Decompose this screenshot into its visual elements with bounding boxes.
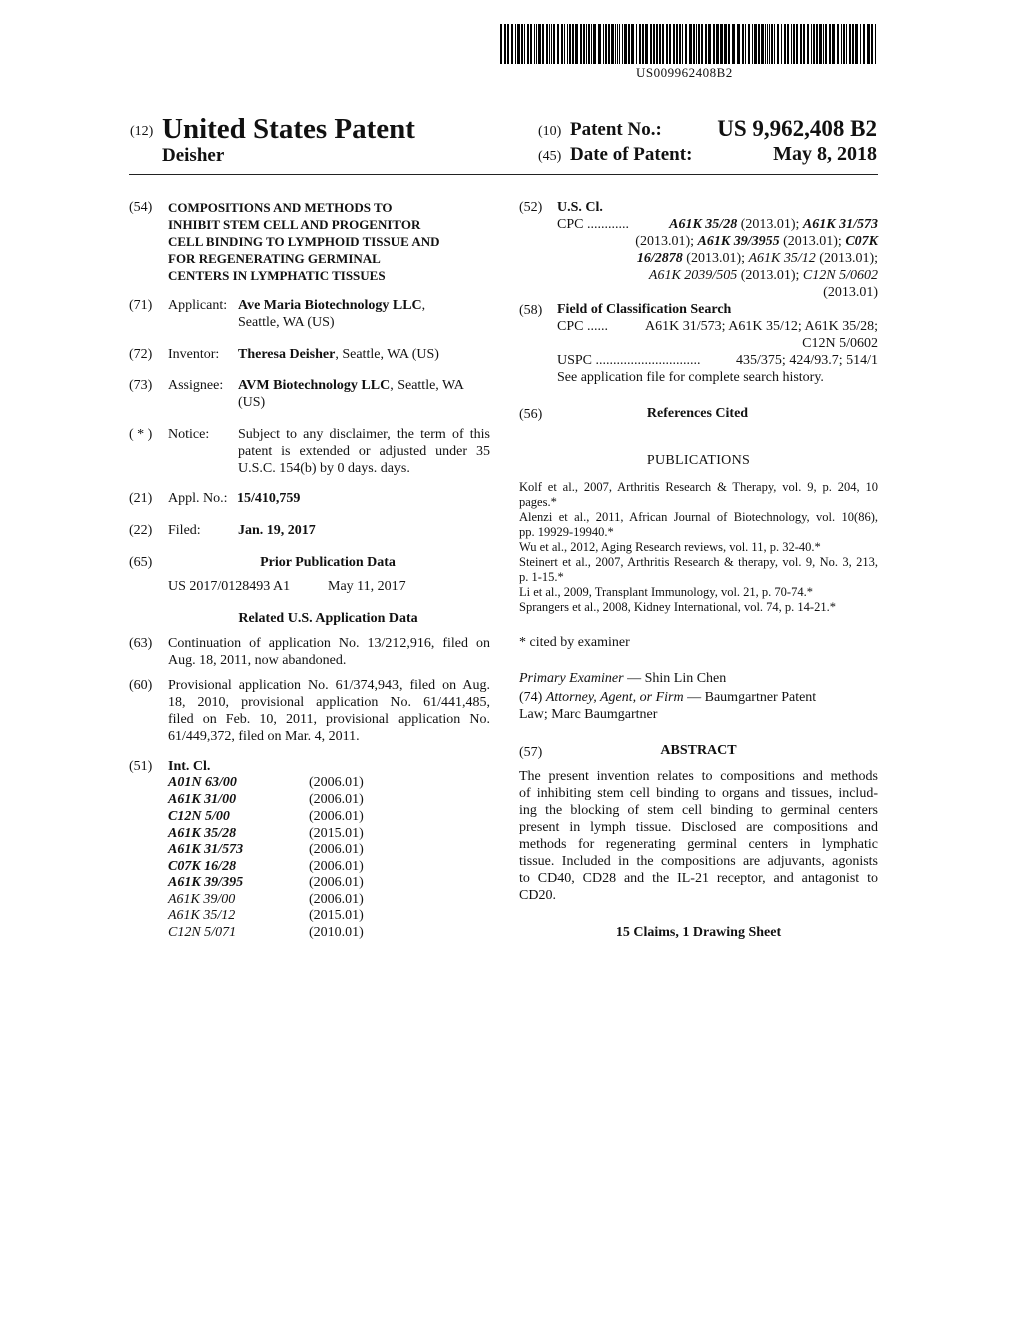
abstract-line: The present invention relates to compositions and methods <box>519 769 878 784</box>
barcode-bar <box>517 24 520 64</box>
date-label: Date of Patent: <box>570 144 693 165</box>
barcode-bar <box>557 24 559 64</box>
barcode-bar <box>745 24 746 64</box>
field-cpc-codes-2: C12N 5/0602 <box>802 336 878 351</box>
inventor-short: Deisher <box>162 145 225 166</box>
prov-code: (60) <box>129 678 153 693</box>
applicant-value <box>238 297 425 331</box>
barcode-bar <box>642 24 644 64</box>
barcode-bar <box>761 24 764 64</box>
barcode-bar <box>553 24 555 64</box>
continuation-text <box>168 635 490 669</box>
filed-code: (22) <box>129 523 153 538</box>
barcode-bar <box>728 24 730 64</box>
cpc-date: (2013.01); <box>819 251 878 266</box>
barcode-bar <box>504 24 506 64</box>
cpc-line-4 <box>557 267 878 284</box>
notice-line: patent is extended or adjusted under 35 <box>238 444 490 459</box>
prior-pub-number: US 2017/0128493 A1 <box>168 579 291 594</box>
assignee-code: (73) <box>129 378 153 393</box>
barcode <box>500 24 878 64</box>
intcl-code-value: A61K 35/28 <box>168 826 237 841</box>
attorney-name-2: Law; Marc Baumgartner <box>519 707 658 722</box>
patent-number: US 9,962,408 B2 <box>717 116 877 141</box>
cpc-code: A61K 2039/505 <box>648 268 738 283</box>
barcode-bar <box>645 24 648 64</box>
barcode-bar <box>693 24 695 64</box>
barcode-bar <box>849 24 851 64</box>
barcode-bar <box>784 24 786 64</box>
abstract-line: to CD40, CD28 and the IL-21 receptor, and antagonist to <box>519 871 878 886</box>
cpc-code: C12N 5/0602 <box>802 268 878 283</box>
barcode-bar <box>521 24 523 64</box>
provisional-text <box>168 677 490 745</box>
barcode-bar <box>819 24 822 64</box>
field-cpc-dots: ...... <box>586 319 608 334</box>
intcl-code-value: A61K 39/395 <box>168 875 244 890</box>
barcode-bar <box>586 24 587 64</box>
barcode-bar <box>567 24 568 64</box>
barcode-bar <box>752 24 753 64</box>
ref-line: Wu et al., 2012, Aging Research reviews, vol. 11, p. 32-40.* <box>519 540 821 554</box>
intcl-heading: Int. Cl. <box>168 759 211 774</box>
ref-line: Steinert et al., 2007, Arthritis Research & therapy, vol. 9, No. 3, 213, <box>519 555 878 569</box>
field-cpc-label: CPC <box>557 319 584 334</box>
barcode-bar <box>530 24 532 64</box>
abstract-line: present in lymph tissue. Disclosed are compositions and <box>519 820 878 835</box>
barcode-bar <box>659 24 661 64</box>
header-rule <box>129 174 878 175</box>
prov-line: 18, 2010, provisional application No. 61/441,485, <box>168 695 490 710</box>
barcode-bar <box>765 24 766 64</box>
barcode-bar <box>631 24 634 64</box>
intcl-row <box>168 791 408 808</box>
barcode-bar <box>871 24 873 64</box>
abstract-line: methods for regenerating germinal centers in lymphatic <box>519 837 878 852</box>
barcode-bar <box>832 24 835 64</box>
barcode-bar <box>580 24 582 64</box>
barcode-bar <box>608 24 610 64</box>
barcode-bar <box>767 24 768 64</box>
barcode-bar <box>705 24 707 64</box>
barcode-number: US009962408B2 <box>636 65 733 80</box>
field-note: See application file for complete search history. <box>557 370 824 385</box>
abstract-heading: ABSTRACT <box>660 743 737 758</box>
inventor-name: Theresa Deisher <box>238 347 336 362</box>
barcode-bar <box>796 24 798 64</box>
barcode-bar <box>823 24 824 64</box>
prov-line: Provisional application No. 61/374,943, filed on Aug. <box>168 678 490 693</box>
barcode-bar <box>564 24 565 64</box>
barcode-bar <box>803 24 805 64</box>
inventor-label: Inventor: <box>168 347 220 362</box>
attorney-code: (74) <box>519 690 543 705</box>
cont-line: Continuation of application No. 13/212,916, filed on <box>168 636 490 651</box>
applicant-code: (71) <box>129 298 153 313</box>
barcode-bar <box>701 24 703 64</box>
barcode-bar <box>737 24 740 64</box>
attorney-name: — Baumgartner Patent <box>687 690 817 705</box>
ref-line: Kolf et al., 2007, Arthritis Research & Therapy, vol. 9, p. 204, 10 <box>519 480 878 494</box>
intcl-date: (2006.01) <box>309 792 364 807</box>
barcode-bar <box>536 24 537 64</box>
assignee-location-2: (US) <box>238 395 266 410</box>
cpc-code: A61K 39/3955 <box>697 234 780 249</box>
barcode-bar <box>816 24 818 64</box>
barcode-bar <box>639 24 641 64</box>
intcl-date: (2015.01) <box>309 908 364 923</box>
barcode-bar <box>622 24 623 64</box>
cpc-line-1 <box>557 216 878 233</box>
barcode-bar <box>791 24 792 64</box>
barcode-bar <box>855 24 858 64</box>
appl-label: Appl. No.: <box>168 491 228 506</box>
assignee-label: Assignee: <box>168 378 224 393</box>
prior-heading: Prior Publication Data <box>260 555 396 570</box>
patent-date: May 8, 2018 <box>773 143 877 165</box>
patent-no-label: Patent No.: <box>570 119 662 140</box>
barcode-bar <box>673 24 675 64</box>
intcl-date: (2006.01) <box>309 875 364 890</box>
barcode-bar <box>546 24 548 64</box>
intcl-row <box>168 924 408 941</box>
barcode-bar <box>829 24 831 64</box>
prior-code: (65) <box>129 555 153 570</box>
cpc-block <box>557 216 878 301</box>
field-cpc-codes: A61K 31/573; A61K 35/12; A61K 35/28; <box>645 319 878 334</box>
intcl-code-value: A61K 35/12 <box>168 908 236 923</box>
field-heading: Field of Classification Search <box>557 302 732 317</box>
inventor-code: (72) <box>129 347 153 362</box>
barcode-bar <box>679 24 681 64</box>
cpc-date: (2013.01); <box>686 251 745 266</box>
barcode-bar <box>636 24 637 64</box>
barcode-bar <box>676 24 678 64</box>
attorney-label: Attorney, Agent, or Firm <box>545 690 684 705</box>
field-block <box>557 318 878 386</box>
references-list <box>519 480 878 615</box>
intcl-date: (2006.01) <box>309 859 364 874</box>
barcode-bar <box>841 24 842 64</box>
cpc-line-5 <box>557 284 878 301</box>
cpc-line-2 <box>557 233 878 250</box>
cpc-date: (2013.01); <box>635 234 695 249</box>
cpc-line-3 <box>557 250 878 267</box>
barcode-bar <box>771 24 773 64</box>
abstract-text <box>519 768 878 904</box>
barcode-bar <box>619 24 620 64</box>
cpc-code: C07K <box>845 234 878 249</box>
abstract-code: (57) <box>519 745 543 760</box>
intcl-code-value: C07K 16/28 <box>168 859 237 874</box>
barcode-bar <box>682 24 683 64</box>
barcode-bar <box>724 24 727 64</box>
prov-line: 61/449,372, filed on Mar. 4, 2011. <box>168 729 360 744</box>
attorney <box>519 689 878 723</box>
title-line: COMPOSITIONS AND METHODS TO <box>168 200 393 215</box>
examiner <box>519 670 726 687</box>
barcode-bar <box>598 24 601 64</box>
barcode-bar <box>732 24 735 64</box>
barcode-bar <box>583 24 585 64</box>
barcode-bar <box>708 24 711 64</box>
barcode-bar <box>666 24 668 64</box>
notice-line: U.S.C. 154(b) by 0 days. days. <box>238 461 410 476</box>
patent-title: United States Patent <box>162 113 415 145</box>
intcl-code-value: A61K 31/00 <box>168 792 237 807</box>
prov-line: filed on Feb. 10, 2011, provisional application No. <box>168 712 490 727</box>
barcode-bar <box>777 24 779 64</box>
prior-pub-date: May 11, 2017 <box>328 579 406 594</box>
cpc-code: 16/2878 <box>636 251 683 266</box>
barcode-bar <box>713 24 715 64</box>
intcl-code-value: C12N 5/00 <box>168 809 230 824</box>
barcode-bar <box>617 24 618 64</box>
barcode-bar <box>569 24 571 64</box>
cpc-dots: ............ <box>586 217 629 232</box>
field-uspc-line <box>557 352 878 369</box>
barcode-bar <box>669 24 671 64</box>
cpc-date: (2013.01) <box>823 285 878 300</box>
barcode-bar <box>685 24 687 64</box>
barcode-bar <box>615 24 616 64</box>
barcode-bar <box>656 24 658 64</box>
barcode-bar <box>781 24 782 64</box>
barcode-bar <box>716 24 719 64</box>
ref-line: Sprangers et al., 2008, Kidney International, vol. 74, p. 14-21.* <box>519 600 836 614</box>
applicant-comma: , <box>421 298 426 313</box>
barcode-bar <box>689 24 692 64</box>
barcode-bar <box>603 24 604 64</box>
applicant-name: Ave Maria Biotechnology LLC <box>238 298 422 313</box>
title-line: FOR REGENERATING GERMINAL <box>168 251 381 266</box>
barcode-bar <box>852 24 854 64</box>
notice-code: ( * ) <box>129 427 153 442</box>
title-line: CENTERS IN LYMPHATIC TISSUES <box>168 268 386 283</box>
refs-code: (56) <box>519 407 543 422</box>
barcode-bar <box>572 24 574 64</box>
barcode-bar <box>860 24 861 64</box>
barcode-bar <box>549 24 550 64</box>
intcl-row <box>168 907 408 924</box>
intcl-date: (2006.01) <box>309 842 364 857</box>
cpc-date: (2013.01); <box>740 217 800 232</box>
intcl-date: (2010.01) <box>309 925 364 940</box>
field-uspc-dots: .............................. <box>595 353 701 368</box>
barcode-bar <box>611 24 614 64</box>
date-code: (45) <box>538 149 562 164</box>
appl-code: (21) <box>129 491 153 506</box>
title-line: CELL BINDING TO LYMPHOID TISSUE AND <box>168 234 440 249</box>
intcl-row <box>168 874 408 891</box>
title-line: INHIBIT STEM CELL AND PROGENITOR <box>168 217 421 232</box>
barcode-bar <box>758 24 760 64</box>
intcl-row <box>168 808 408 825</box>
abstract-line: CD20. <box>519 888 556 903</box>
barcode-bar <box>742 24 744 64</box>
barcode-bar <box>511 24 513 64</box>
field-code: (58) <box>519 303 543 318</box>
cpc-code: A61K 35/28 <box>669 217 738 232</box>
publications-heading: PUBLICATIONS <box>646 453 751 468</box>
examiner-name: — Shin Lin Chen <box>627 671 727 686</box>
barcode-bar <box>538 24 541 64</box>
uscl-heading: U.S. Cl. <box>557 200 603 215</box>
barcode-bar <box>811 24 812 64</box>
barcode-bar <box>650 24 652 64</box>
assignee-value <box>238 377 464 411</box>
barcode-bar <box>605 24 607 64</box>
intcl-date: (2015.01) <box>309 826 364 841</box>
intcl-code: (51) <box>129 759 153 774</box>
ref-line: p. 1-15.* <box>519 570 564 584</box>
cpc-line-1-values <box>669 216 878 233</box>
barcode-bar <box>846 24 847 64</box>
barcode-bar <box>593 24 596 64</box>
barcode-bar <box>527 24 529 64</box>
cpc-date: (2013.01); <box>740 268 800 283</box>
patent-no-code: (10) <box>538 124 562 139</box>
barcode-bar <box>524 24 525 64</box>
barcode-bar <box>561 24 563 64</box>
barcode-bar <box>500 24 502 64</box>
intcl-code-value: A61K 39/00 <box>168 892 236 907</box>
applicant-label: Applicant: <box>168 298 228 313</box>
intcl-row <box>168 825 408 842</box>
barcode-bar <box>867 24 870 64</box>
notice-text <box>238 426 490 477</box>
field-cpc-line <box>557 318 878 335</box>
barcode-bar <box>787 24 789 64</box>
barcode-bar <box>748 24 750 64</box>
barcode-bar <box>769 24 770 64</box>
barcode-bar <box>843 24 845 64</box>
abstract-line: ing the blocking of stem cell binding to germinal centers <box>519 803 878 818</box>
cited-note: * cited by examiner <box>519 635 630 650</box>
barcode-bar <box>813 24 815 64</box>
barcode-bar <box>800 24 802 64</box>
assignee-location: , Seattle, WA <box>390 378 464 393</box>
cpc-code: A61K 35/12 <box>748 251 816 266</box>
intcl-code-value: A61K 31/573 <box>168 842 244 857</box>
field-uspc-codes: 435/375; 424/93.7; 514/1 <box>736 353 878 368</box>
assignee-name: AVM Biotechnology LLC <box>238 378 391 393</box>
barcode-bar <box>807 24 809 64</box>
intcl-date: (2006.01) <box>309 775 364 790</box>
barcode-bar <box>575 24 578 64</box>
barcode-bar <box>793 24 795 64</box>
barcode-bar <box>591 24 592 64</box>
barcode-bar <box>720 24 723 64</box>
intcl-row <box>168 774 408 791</box>
claims-summary: 15 Claims, 1 Drawing Sheet <box>615 925 782 940</box>
field-uspc-label: USPC <box>557 353 593 368</box>
refs-heading: References Cited <box>646 406 749 421</box>
barcode-bar <box>875 24 876 64</box>
barcode-bar <box>696 24 697 64</box>
ref-line: Li et al., 2009, Transplant Immunology, vol. 21, p. 70-74.* <box>519 585 813 599</box>
cont-code: (63) <box>129 636 153 651</box>
inventor-value <box>238 346 439 363</box>
barcode-bar <box>628 24 630 64</box>
barcode-bar <box>653 24 655 64</box>
intcl-row <box>168 858 408 875</box>
intcl-row <box>168 891 408 908</box>
appl-number: 15/410,759 <box>237 491 301 506</box>
intcl-code-value: A01N 63/00 <box>168 775 237 790</box>
barcode-bar <box>863 24 865 64</box>
barcode-bar <box>624 24 627 64</box>
filed-date: Jan. 19, 2017 <box>238 523 316 538</box>
barcode-bar <box>825 24 827 64</box>
related-heading: Related U.S. Application Data <box>238 611 418 626</box>
abstract-line: of inhibiting stem cell binding to organs and tissues, includ- <box>519 786 878 801</box>
filed-label: Filed: <box>168 523 201 538</box>
abstract-line: tissue. Included in the compositions are adjuvants, agonists <box>519 854 878 869</box>
ref-line: Alenzi et al., 2011, African Journal of Biotechnology, vol. 10(86), <box>519 510 878 524</box>
barcode-bar <box>698 24 700 64</box>
barcode-bar <box>551 24 552 64</box>
cont-line: Aug. 18, 2011, now abandoned. <box>168 653 347 668</box>
ref-line: pages.* <box>519 495 557 509</box>
barcode-bar <box>754 24 757 64</box>
barcode-bar <box>588 24 590 64</box>
barcode-bar <box>515 24 516 64</box>
barcode-bar <box>774 24 775 64</box>
intcl-row <box>168 841 408 858</box>
ref-line: pp. 19929-19940.* <box>519 525 614 539</box>
applicant-location: Seattle, WA (US) <box>238 315 335 330</box>
cpc-label: CPC <box>557 217 584 232</box>
examiner-label: Primary Examiner <box>519 671 624 686</box>
barcode-bar <box>534 24 535 64</box>
barcode-bar <box>837 24 839 64</box>
cpc-date: (2013.01); <box>783 234 842 249</box>
intcl-date: (2006.01) <box>309 809 364 824</box>
kind-code-12: (12) <box>130 124 154 139</box>
inventor-location: , Seattle, WA (US) <box>335 347 439 362</box>
intcl-code-value: C12N 5/071 <box>168 925 237 940</box>
cpc-code: A61K 31/573 <box>802 217 878 232</box>
intcl-date: (2006.01) <box>309 892 364 907</box>
barcode-bar <box>542 24 544 64</box>
uscl-code: (52) <box>519 200 543 215</box>
notice-label: Notice: <box>168 427 210 442</box>
barcode-bar <box>662 24 664 64</box>
title-code: (54) <box>129 200 153 215</box>
barcode-bar <box>507 24 509 64</box>
notice-line: Subject to any disclaimer, the term of this <box>238 427 490 442</box>
invention-title <box>168 199 498 284</box>
